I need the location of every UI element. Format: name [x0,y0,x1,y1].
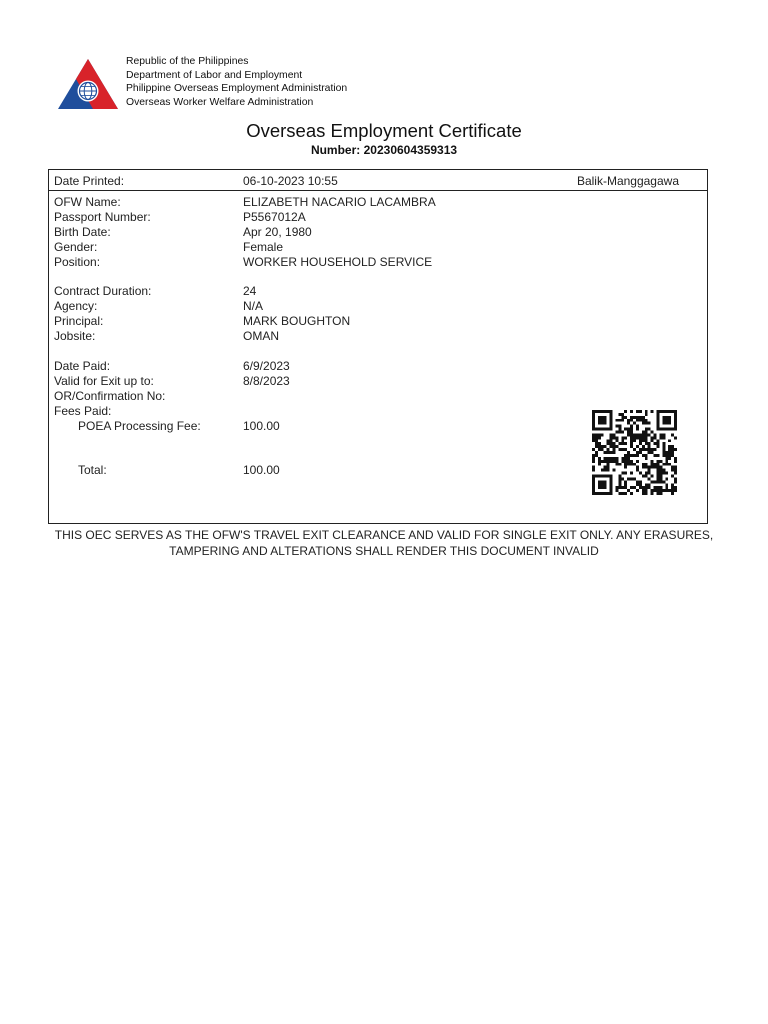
date-printed-value: 06-10-2023 10:55 [243,174,338,188]
field-label: OR/Confirmation No: [54,389,166,403]
field-label: Agency: [54,299,98,313]
total-label: Total: [78,463,107,477]
field-value: 24 [243,284,257,298]
field-value: MARK BOUGHTON [243,314,351,328]
field-value: N/A [243,299,264,313]
agency-line: Philippine Overseas Employment Administration [126,83,348,95]
field-value: 6/9/2023 [243,359,290,373]
field-label: Valid for Exit up to: [54,374,154,388]
field-label: Date Paid: [54,359,111,373]
certificate-number-label: Number: [310,143,361,157]
field-value: P5567012A [243,210,306,224]
field-label: Position: [54,255,101,269]
field-label: OFW Name: [54,195,121,209]
total-value: 100.00 [243,463,280,477]
validity-notice [40,528,728,559]
field-label: Passport Number: [54,210,151,224]
field-label: Gender: [54,240,98,254]
notice-line: TAMPERING AND ALTERATIONS SHALL RENDER THIS DOCUMENT INVALID [169,543,599,558]
field-label: Jobsite: [54,329,96,343]
field-label: Contract Duration: [54,284,152,298]
date-printed-label: Date Printed: [54,174,125,188]
worker-category: Balik-Manggagawa [576,174,679,188]
notice-line: THIS OEC SERVES AS THE OFW'S TRAVEL EXIT CLEARANCE AND VALID FOR SINGLE EXIT ONLY. ANY ERASURES, [54,528,714,542]
field-value: 8/8/2023 [243,374,290,388]
field-value: OMAN [243,329,279,343]
processing-fee-value: 100.00 [243,419,280,433]
field-label: Principal: [54,314,104,328]
field-value: Female [243,240,284,254]
document-title: Overseas Employment Certificate [246,120,522,141]
field-value: ELIZABETH NACARIO LACAMBRA [243,195,436,209]
field-value: WORKER HOUSEHOLD SERVICE [243,255,433,269]
poea-logo [57,58,119,110]
header-divider [49,190,707,191]
certificate-box [48,169,708,524]
agency-line: Overseas Worker Welfare Administration [126,97,314,109]
agency-line: Department of Labor and Employment [126,69,303,81]
certificate-number [0,143,768,157]
agency-line: Republic of the Philippines [126,56,249,67]
certificate-number-value: 20230604359313 [363,143,458,157]
field-value: Apr 20, 1980 [243,225,312,239]
agency-header [126,55,347,110]
field-label: Birth Date: [54,225,111,239]
field-label: Fees Paid: [54,404,112,418]
qr-modules [592,410,677,495]
processing-fee-label: POEA Processing Fee: [78,419,201,433]
qr-code-icon [592,410,677,495]
